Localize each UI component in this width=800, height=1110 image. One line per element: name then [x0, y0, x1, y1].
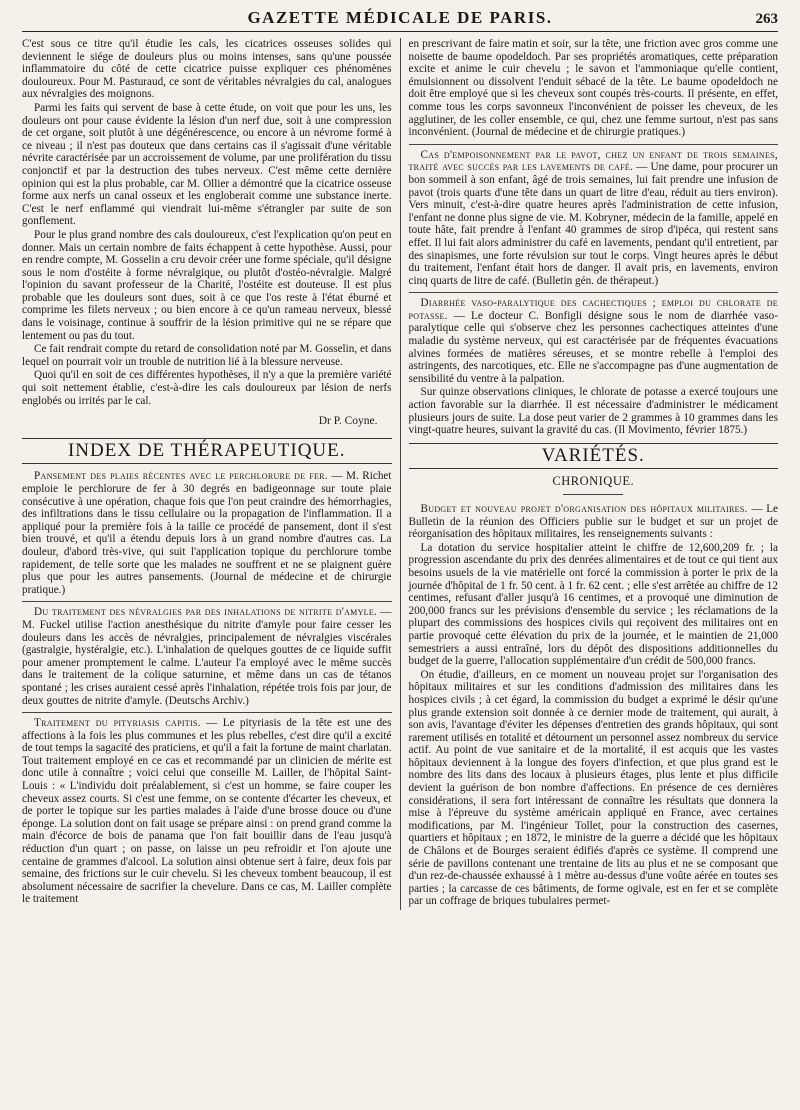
item-body: — Le pityriasis de la tête est une des affections à la fois les plus communes et les plus rebelles, c'est dire qu'il a excité de tout temps la sagacité des praticiens, et qu'il a fait la fortune de maint charlatan. Tout traitement employé en ce cas et recommandé par un clinicien de mérite est donc utile à connaître ; voici celui que conseille M. Lailler, de l'hôpital Saint-Louis : « L'individu doit préalablement, si c'est un homme, se faire couper les cheveux assez courts. Si c'est une femme, on se contente d'écarter les cheveux, et de porter le topique sur les parties malades à l'aide d'une brosse douce ou d'une éponge. La solution dont on fait usage se prépare ainsi : on prend grand comme la main d'écorce de bois de panama que l'on fait bouillir dans de l'eau jusqu'à réduction d'un quart ; on passe, on laisse un peu refroidir et l'on ajoute une centaine de grammes d'alcool. La solution ainsi obtenue sert à faire, deux fois par semaine, des frictions sur le cuir chevelu. Si les cheveux tombent beaucoup, il est absolument nécessaire de sacrifier la chevelure. Dans ce cas, M. Lailler complète le traitement [22, 717, 392, 906]
section-header-varietes [409, 443, 779, 470]
two-column-body [22, 38, 778, 910]
article-paragraph: Pour le plus grand nombre des cals douloureux, c'est l'explication qu'on peut en donner. Mais un certain nombre de faits échappent à cette hypothèse. Aussi, pour en rendre compte, M. Gosselin a cru devoir créer une forme spéciale, qu'il désigne sous le nom d'ostéite à forme névralgique, ou plutôt d'ostéo-névralgie. Malgré l'opinion du savant professeur de la Charité, l'ostéite est douteuse. Il est plus probable que les douleurs sont dues, soit à ce que l'os reste à l'état éburné et comprime les filets nerveux ; ou bien encore à ce qu'un rameau nerveux, blessé dans le voisinage, continue à souffrir de la lésion primitive qui ne se répare que lentement ou pas du tout. [22, 228, 392, 342]
author-signature: Dr P. Coyne. [318, 415, 378, 428]
section-title: INDEX DE THÉRAPEUTIQUE. [67, 439, 346, 461]
page-number: 263 [755, 11, 778, 27]
therapeutic-item [22, 717, 392, 906]
item-title: Du traitement des névralgies par des inhalations de nitrite d'amyle. [34, 606, 378, 619]
divider [563, 494, 623, 495]
article-paragraph: On étudie, d'ailleurs, en ce moment un nouveau projet sur l'organisation des hôpitaux militaires et sur les conditions d'admission des militaires dans les hospices civils ; à cet égard, la commission du budget a exprimé le désir qu'une plus grande extension soit donnée à ce dernier mode de traitement, qui aurait, à son avis, l'avantage d'éviter les dépenses d'entretien des grands hôpitaux, qui sont rarement utilisés en totalité et détournent un personnel assez nombreux du service actif. Au point de vue sanitaire et de la mortalité, il est acquis que les vastes hôpitaux deviennent à la longue des foyers d'infection, et que plus grand est le nombre des lits dans des locaux à plusieurs étages, plus lente et plus difficile devient la guérison de bon nombre d'affections. En présence de ces dernières considérations, il sera fort intéressant de connaître les résultats que donnera la mise à l'épreuve du système américain appliqué en France, avec certaines modifications, par M. l'ingénieur Tollet, pour la construction des casernes, quartiers et hôpitaux ; en 1872, le ministre de la guerre a décidé que les hôpitaux de Châlons et de Bourges seraient édifiés d'après ce système. Il comprend une série de pavillons contenant une trentaine de lits au plus et ne se composant que d'un rez-de-chaussée exhaussé à 1 mètre au-dessus d'une voûte aérée en toutes ses parties ; la carcasse de ces bâtiments, de forme ogivale, est en fer et se complète par un coffrage de briques tubulaires permet- [408, 668, 778, 908]
therapeutic-item [409, 297, 779, 437]
item-body: — Le Bulletin de la réunion des Officiers publie sur le budget et sur un projet de réorganisation des hôpitaux militaires, les renseignements suivants : [408, 503, 778, 541]
section-header-therapeutique [22, 438, 392, 465]
masthead [22, 8, 778, 32]
subsection-title: CHRONIQUE. [552, 474, 635, 489]
article-paragraph: C'est sous ce titre qu'il étudie les cals, les cicatrices osseuses solides qui deviennent le siége de douleurs plus ou moins intenses, sans qu'une poussée inflammatoire du côté de cette cicatrice puisse expliquer ces phénomènes douloureux. Pour M. Pasturaud, ce sont de véritables névralgies du cal, analogues aux névralgies des moignons. [22, 38, 392, 101]
therapeutic-item [22, 470, 392, 596]
journal-title: GAZETTE MÉDICALE DE PARIS. [247, 8, 553, 27]
section-title: VARIÉTÉS. [541, 444, 645, 466]
article-paragraph: La dotation du service hospitalier atteint le chiffre de 12,600,209 fr. ; la progression ascendante du prix des denrées alimentaires et de tout ce qui tient aux besoins usuels de la vie matérielle ont forcé la commission à porter le prix de la journée d'hôpital de 1 fr. 50 cent. à 1 fr. 62 cent. ; elle s'est arrêtée au chiffre de 12 centimes, refusant d'aller jusqu'à 16 centimes, et a provoqué une diminution de 200,000 francs sur les prévisions d'ensemble du service ; les réclamations de la plupart des commissions des hospices civils qui reçoivent des militaires ont en partie provoqué cette élévation du prix de la journée, et le maintien de 21,000 semestriers a aussi entraîné, lors du dépôt des dispositions additionnelles du budget de la guerre, l'allocation supplémentaire d'un crédit de 500,000 francs. [408, 541, 778, 668]
item-body: — Une dame, pour procurer un bon sommeil à son enfant, âgé de trois semaines, lui fait prendre une infusion de pavot (trois quarts d'une tête dans un quart de litre d'eau, réduit au tiers environ). Vers minuit, c'est-à-dire quatre heures après l'administration de cette infusion, l'enfant ne donne plus signe de vie. M. Kobryner, médecin de la famille, appelé en toute hâte, fait prendre à l'enfant 40 grammes de sirop d'ipéca, qui restent sans effet. Il lui fait alors administrer du café en lavements, pendant qu'il entretient, par des sinapismes, une forte révulsion sur tout le corps. Vingt heures après le début du traitement, l'enfant était hors de danger. Il avait pris, en lavements, environ cinq quarts de litre de café. (Bulletin gén. de thérapeut.) [408, 161, 778, 287]
divider [22, 601, 392, 602]
article-paragraph: Quoi qu'il en soit de ces différentes hypothèses, il n'y a que la première variété qui soit nettement établie, c'est-à-dire les cals douloureux par lésion de nerfs englobés ou irrités par le cal. [22, 369, 392, 407]
divider [22, 712, 392, 713]
article-paragraph: en prescrivant de faire matin et soir, sur la tête, une friction avec gros comme une noisette de baume opodeldoch. Par ses propriétés aromatiques, cette préparation excite et anime le cuir chevelu ; le savon et l'ammoniaque qu'elle contient, émulsionnent ou dissolvent l'enduit sébacé de la tête. Le baume opodeldoch ne doit être employé que si les cheveux sont coupés très-courts. Il présente, en effet, comme tous les corps savonneux l'inconvénient de poisser les cheveux, de les agglutiner, de les coller ensemble, ce qui, chez une femme surtout, n'est pas sans inconvénient. (Journal de médecine et de chirurgie pratiques.) [408, 38, 778, 139]
left-column [22, 38, 401, 910]
item-title: Budget et nouveau projet d'organisation des hôpitaux militaires. [420, 503, 748, 515]
right-column [401, 38, 779, 910]
divider [409, 292, 779, 293]
item-body: — Le docteur C. Bonfigli désigne sous le nom de diarrhée vaso-paralytique celle qui s'observe chez les personnes cachectiques atteintes d'une maladie du système nerveux, qui est caractérisée par de fréquentes évacuations alvines formées de matières séreuses, et se montre rebelle à l'emploi des astringents, des narcotiques, etc. Elle ne s'accompagne pas d'une augmentation de sensibilité du ventre à la palpation. [408, 309, 778, 385]
article-paragraph: Sur quinze observations cliniques, le chlorate de potasse a exercé toujours une action favorable sur la diarrhée. Il est nécessaire d'administrer le médicament plusieurs jours de suite. La dose peut varier de 2 grammes à 10 grammes dans les vingt-quatre heures, suivant la gravité du cas. (Il Movimento, février 1875.) [408, 386, 778, 437]
item-title: Diarrhée vaso-paralytique des cachectiques ; emploi du chlorate de potasse. [408, 297, 778, 322]
item-title: Pansement des plaies récentes avec le perchlorure de fer. [34, 470, 328, 483]
therapeutic-item [22, 606, 392, 707]
item-body: — M. Fuckel utilise l'action anesthésique du nitrite d'amyle pour faire cesser les douleurs dans les accès de névralgies, principalement de névralgies viscérales (gastralgie, hystéralgie, etc.). L'inhalation de quelques gouttes de ce liquide suffit pour amener promptement le calme. L'auteur l'a employé avec le même succès dans le traitement de la colique saturnine, et même dans un cas de tétanos spontané ; les crises auraient cessé après l'inhalation, répétée trois fois par jour, de deux gouttes de nitrite d'amyle. (Deutschs Archiv.) [22, 606, 392, 707]
item-body: — M. Richet emploie le perchlorure de fer à 30 degrés en badigeonnage sur toute plaie consécutive à une opération, chaque fois que l'on peut craindre des hémorrhagies, des infiltrations dans le tissu cellulaire ou la propagation de l'inflammation. Il a appliqué pour la première fois à la taille ce procédé de pansement, dont il s'est bien trouvé, et qu'il a étendu depuis lors à un grand nombre d'autres cas. La douleur, d'abord très-vive, qui suit l'application topique du perchlorure tombe rapidement, de telle sorte que les malades ne souffrent et ne se plaignent guère plus que pour les autres pansements. (Journal de médecine et de chirurgie pratique.) [22, 470, 392, 596]
article-paragraph: Ce fait rendrait compte du retard de consolidation noté par M. Gosselin, et dans lequel on pourrait voir un trouble de nutrition lié à la blessure nerveuse. [22, 343, 392, 368]
divider [409, 144, 779, 145]
item-title: Cas d'empoisonnement par le pavot, chez un enfant de trois semaines, traité avec succès par les lavements de café. [408, 148, 778, 174]
item-title: Traitement du pityriasis capitis. [34, 717, 201, 730]
article-paragraph: Parmi les faits qui servent de base à cette étude, on voit que pour les uns, les douleurs ont pour cause évidente la lésion d'un nerf due, soit à une compression de cet organe, soit plutôt à une dégénérescence, ou encore à un névrome formé à ce niveau ; il n'est pas douteux que dans certains cas il s'agissait d'une véritable névrite caractérisée par un accroissement de volume, par une prolifération du tissu conjonctif et par la destruction des tubes nerveux. C'est même cette dernière opinion qui est la plus probable, car M. Ollier a démontré que la cicatrice osseuse forme aux nerfs un canal osseux et les engloberait comme une substance inerte. C'est le nerf enflammé qui viendrait lui-même s'étrangler par suite de son gonflement. [22, 101, 392, 228]
therapeutic-item [409, 149, 779, 288]
